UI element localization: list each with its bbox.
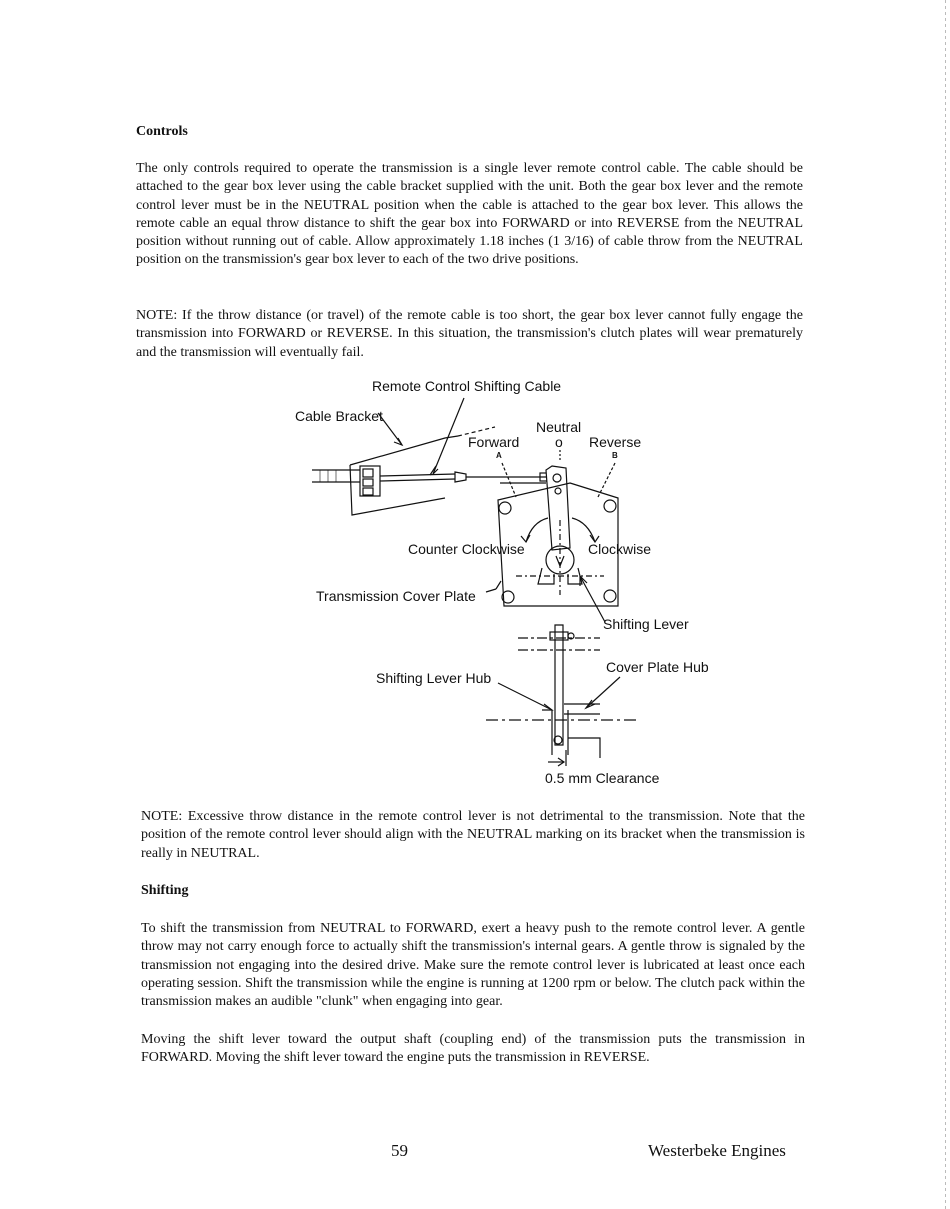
remote-cable-label: Remote Control Shifting Cable	[372, 378, 562, 394]
shifting-lever-label: Shifting Lever	[603, 616, 689, 632]
side-view-lever	[555, 625, 563, 745]
cable-rod	[380, 474, 455, 481]
cable-bracket-label: Cable Bracket	[295, 408, 383, 424]
clearance-label: 0.5 mm Clearance	[545, 770, 660, 786]
page-number: 59	[391, 1141, 408, 1160]
reverse-label: Reverse	[589, 434, 642, 450]
neutral-mark: o	[555, 434, 563, 450]
shifting-lever	[546, 466, 570, 550]
clockwise-label: Clockwise	[588, 541, 652, 557]
neutral-label: Neutral	[536, 419, 582, 435]
shifting-paragraph: To shift the transmission from NEUTRAL to FORWARD, exert a heavy push to the remote control lever. A gentle throw may not carry enough force to actually shift the transmission's internal gears. A gentle throw is signaled by the transmission not engaging into the desired drive. Make sure the remote control lever is lubricated at least once each operating session. Shift the transmission while the engine is running at 1200 rpm or below. The clutch pack within the transmission makes an audible "clunk" when engaging into gear.	[141, 921, 805, 1010]
scan-edge	[945, 0, 946, 1209]
controls-note-2: NOTE: Excessive throw distance in the remote control lever is not detrimental to the transmission. Note that the position of the remote control lever should align with the NEUTRAL marking on its bracket when the transmission is really in NEUTRAL.	[141, 809, 805, 861]
controls-heading: Controls	[136, 124, 188, 139]
mark-b-label: B	[612, 451, 618, 460]
cover-plate-label: Transmission Cover Plate	[316, 588, 476, 604]
shifting-paragraph-2: Moving the shift lever toward the output shaft (coupling end) of the transmission puts the transmission in FORWARD. Moving the shift lever toward the engine puts the transmission in REVERSE.	[141, 1032, 805, 1066]
mark-a-label: A	[496, 451, 502, 460]
cover-plate-hub	[564, 704, 600, 758]
counter-clockwise-label: Counter Clockwise	[408, 541, 525, 557]
controls-paragraph: The only controls required to operate the transmission is a single lever remote control cable. The cable should be attached to the gear box lever using the cable bracket supplied with the unit. Both the gear box lever and the remote control lever must be in the NEUTRAL position when the cable is attached to the gear box lever. This allows the remote cable an equal throw distance to shift the gear box into FORWARD or into REVERSE from the NEUTRAL position without running out of cable. Allow approximately 1.18 inches (1 3/16) of cable throw from the NEUTRAL position on the transmission's gear box lever to each of the two drive positions.	[136, 161, 803, 268]
shifting-heading: Shifting	[141, 883, 189, 898]
cover-plate-hub-label: Cover Plate Hub	[606, 659, 709, 675]
shifting-diagram	[290, 370, 730, 792]
footer-brand: Westerbeke Engines	[648, 1141, 786, 1160]
forward-label: Forward	[468, 434, 520, 450]
shifting-lever-hub-label: Shifting Lever Hub	[376, 670, 492, 686]
controls-note-1: NOTE: If the throw distance (or travel) of the remote cable is too short, the gear box lever cannot fully engage the transmission into FORWARD or REVERSE. In this situation, the transmission's clutch plates will wear prematurely and the transmission will eventually fail.	[136, 308, 803, 360]
